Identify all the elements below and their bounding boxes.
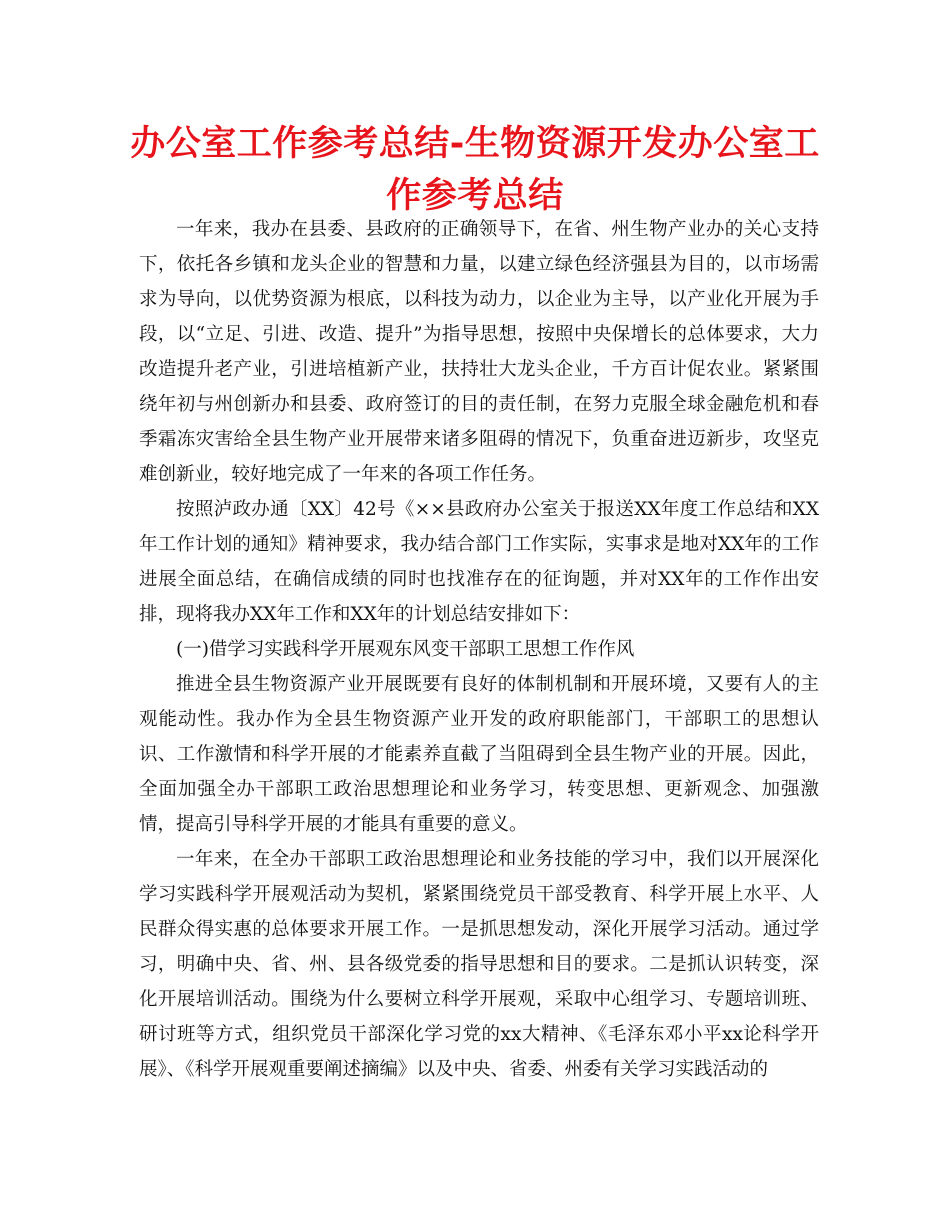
paragraph: 按照泸政办通〔XX〕42号《××县政府办公室关于报送XX年度工作总结和XX年工作计划的通知》精神要求，我办结合部门工作实际，实事求是地对XX年的工作进展全面总结，在确信成绩的同时也找准存在的征询题，并对XX年的工作作出安排，现将我办XX年工作和XX年的计划总结安排如下： (139, 499, 819, 625)
document-body (139, 212, 819, 1087)
paragraph: 一年来，我办在县委、县政府的正确领导下，在省、州生物产业办的关心支持下，依托各乡镇和龙头企业的智慧和力量，以建立绿色经济强县为目的，以市场需求为导向，以优势资源为根底，以科技为动力，以企业为主导，以产业化开展为手段，以“立足、引进、改造、提升”为指导思想，按照中央保增长的总体要求，大力改造提升老产业，引进培植新产业，扶持壮大龙头企业，千方百计促农业。紧紧围绕年初与州创新办和县委、政府签订的目的责任制，在努力克服全球金融危机和春季霜冻灾害给全县生物产业开展带来诸多阻碍的情况下，负重奋进迈新步，攻坚克难创新业，较好地完成了一年来的各项工作任务。 (139, 219, 819, 485)
document-title: 办公室工作参考总结-生物资源开发办公室工作参考总结 (130, 124, 820, 216)
section-heading: (一)借学习实践科学开展观东风变干部职工思想工作作风 (176, 639, 635, 660)
paragraph: 一年来，在全办干部职工政治思想理论和业务技能的学习中，我们以开展深化学习实践科学开展观活动为契机，紧紧围绕党员干部受教育、科学开展上水平、人民群众得实惠的总体要求开展工作。一是抓思想发动，深化开展学习活动。通过学习，明确中央、省、州、县各级党委的指导思想和目的要求。二是抓认识转变，深化开展培训活动。围绕为什么要树立科学开展观，采取中心组学习、专题培训班、研讨班等方式，组织党员干部深化学习党的xx大精神、《毛泽东邓小平xx论科学开展》、《科学开展观重要阐述摘编》以及中央、省委、州委有关学习实践活动的 (139, 849, 819, 1080)
paragraph: 推进全县生物资源产业开展既要有良好的体制机制和开展环境，又要有人的主观能动性。我办作为全县生物资源产业开发的政府职能部门，干部职工的思想认识、工作激情和科学开展的才能素养直截了当阻碍到全县生物产业的开展。因此，全面加强全办干部职工政治思想理论和业务学习，转变思想、更新观念、加强激情，提高引导科学开展的才能具有重要的意义。 (139, 674, 819, 835)
